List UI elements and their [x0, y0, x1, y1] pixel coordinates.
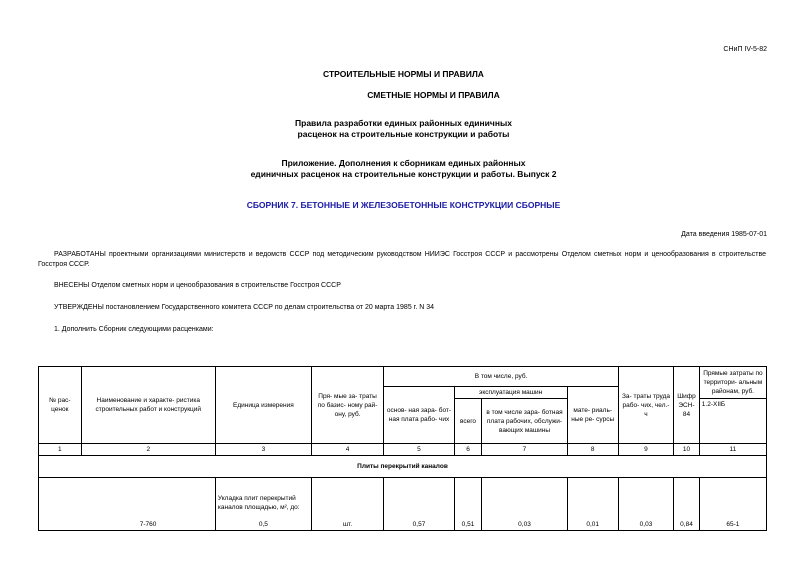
title-appendix-line2: единичных расценок на строительные конструкции и работы. Выпуск 2 — [250, 169, 557, 179]
title-rules-line2: расценок на строительные конструкции и работы — [297, 129, 510, 139]
paragraph-introduced-text: Отделом сметных норм и ценообразования в строительстве Госстроя СССР — [89, 282, 341, 289]
paragraph-approved-text: постановлением Государственного комитета СССР по делам строительства от 20 марта 1985 г. N 34 — [103, 304, 435, 311]
header-direct-costs: Пря- мые за- траты по базис- ному рай- ону, руб. — [311, 367, 383, 444]
paragraph-introduced — [54, 281, 782, 291]
paragraph-supplement: 1. Дополнить Сборник следующими расценками: — [54, 326, 214, 333]
rates-table — [38, 366, 767, 531]
effective-date: Дата введения 1985-07-01 — [681, 231, 767, 238]
header-machine-total: всего — [454, 399, 482, 444]
column-number: 6 — [454, 444, 482, 456]
paragraph-developed-text: проектными организациями министерств и ведомств СССР под методическим руководством НИИЭС Госстроя СССР и рассмотрены Отделом сметных норм и ценообразования в строительстве Госстроя СССР. — [38, 251, 766, 268]
document-code: СНиП IV-5-82 — [723, 46, 767, 53]
row-machine-wages: 0,03 — [482, 478, 567, 531]
column-number: 9 — [618, 444, 673, 456]
section-heading: Плиты перекрытий каналов — [39, 456, 767, 478]
header-materials: мате- риаль- ные ре- сурсы — [567, 387, 618, 444]
title-rules-line1: Правила разработки единых районных единичных — [295, 118, 512, 128]
row-machine-total: 0,51 — [454, 478, 482, 531]
row-empty — [39, 478, 82, 531]
header-unit: Единица измерения — [215, 367, 311, 444]
title-rules — [0, 118, 807, 140]
title-appendix-line1: Приложение. Дополнения к сборникам единых районных — [281, 158, 526, 168]
header-machine-wages: в том числе зара- ботная плата рабочих, обслужи- вающих машины — [482, 399, 567, 444]
title-appendix — [0, 158, 807, 180]
column-number: 7 — [482, 444, 567, 456]
header-labor-costs: За- траты труда рабо- чих, чел.- ч — [618, 367, 673, 444]
title-estimate-norms: СМЕТНЫЕ НОРМЫ И ПРАВИЛА — [367, 90, 500, 100]
header-machine-operation: эксплуатация машин — [454, 387, 567, 399]
row-materials: 0,01 — [567, 478, 618, 531]
header-territorial-costs: Прямые затраты по территори- альным районам, руб. — [699, 367, 766, 399]
column-number: 4 — [311, 444, 383, 456]
paragraph-approved-lead: УТВЕРЖДЕНЫ — [54, 304, 104, 311]
row-cipher: 0,84 — [674, 478, 700, 531]
header-including: В том числе, руб. — [384, 367, 618, 387]
column-number: 11 — [699, 444, 766, 456]
header-territorial-zone: 1.2-ХIIБ — [699, 399, 766, 444]
row-work-name — [215, 478, 311, 531]
column-number: 10 — [674, 444, 700, 456]
column-number: 5 — [384, 444, 454, 456]
row-labor: 0,03 — [618, 478, 673, 531]
header-work-name: Наименование и характе- ристика строительных работ и конструкций — [81, 367, 215, 444]
title-building-norms: СТРОИТЕЛЬНЫЕ НОРМЫ И ПРАВИЛА — [323, 69, 484, 79]
header-base-wages: основ- ная зара- бот- ная плата рабо- чих — [384, 387, 454, 444]
column-number: 8 — [567, 444, 618, 456]
column-number: 1 — [39, 444, 82, 456]
collection-title: СБОРНИК 7. БЕТОННЫЕ И ЖЕЛЕЗОБЕТОННЫЕ КОНСТРУКЦИИ СБОРНЫЕ — [246, 200, 561, 210]
table-row — [39, 478, 767, 531]
row-size: 0,5 — [258, 521, 268, 528]
paragraph-developed — [38, 250, 766, 270]
row-rate-number: 7-760 — [81, 478, 215, 531]
row-description: Укладка плит перекрытий каналов площадью, м², до: — [217, 495, 300, 511]
header-cipher: Шифр ЭСН- 84 — [674, 367, 700, 444]
column-number: 3 — [215, 444, 311, 456]
row-base-wages: 0,57 — [384, 478, 454, 531]
row-unit: шт. — [311, 478, 383, 531]
header-rate-number: № рас- ценок — [39, 367, 82, 444]
paragraph-introduced-lead: ВНЕСЕНЫ — [54, 282, 90, 289]
paragraph-approved — [54, 303, 782, 313]
column-number: 2 — [81, 444, 215, 456]
paragraph-developed-lead: РАЗРАБОТАНЫ — [54, 251, 106, 258]
row-territorial: 65-1 — [699, 478, 766, 531]
